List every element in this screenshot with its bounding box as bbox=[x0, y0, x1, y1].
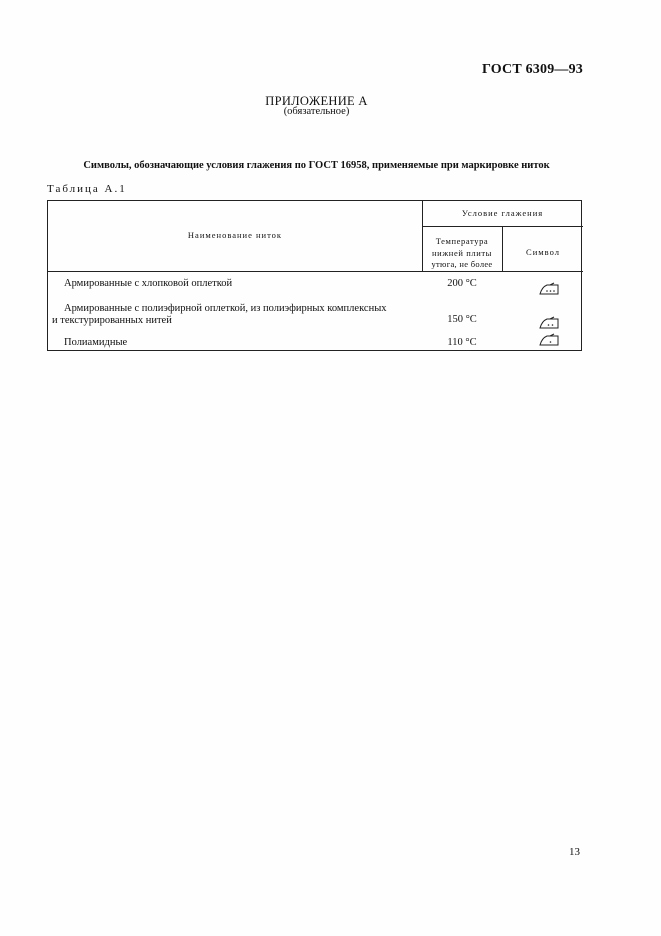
header-thread-name: Наименование ниток bbox=[187, 230, 283, 240]
iron-one-dot-icon bbox=[538, 333, 560, 347]
header-temperature bbox=[422, 236, 502, 271]
row-name: Полиамидные bbox=[64, 337, 128, 348]
header-ironing-conditions: Условие глажения bbox=[461, 208, 544, 218]
header-temperature-line: Температура bbox=[435, 236, 489, 246]
appendix-title: ПРИЛОЖЕНИЕ А bbox=[265, 94, 368, 108]
header-temperature-line: нижней плиты bbox=[432, 247, 492, 258]
iron-three-dots-icon bbox=[538, 282, 560, 296]
table-label: Таблица А.1 bbox=[47, 183, 127, 195]
header-temperature-line: утюга, не более bbox=[431, 259, 493, 269]
page-number: 13 bbox=[569, 846, 580, 858]
header-symbol: Символ bbox=[526, 247, 560, 257]
row-temperature: 150 °С bbox=[447, 314, 477, 325]
row-name: Армированные с полиэфирной оплеткой, из полиэфирных комплексных bbox=[64, 303, 387, 314]
iron-two-dots-icon bbox=[538, 316, 560, 330]
row-temperature: 110 °С bbox=[447, 337, 477, 348]
row-temperature: 200 °С bbox=[447, 278, 477, 289]
table-caption: Символы, обозначающие условия глажения по ГОСТ 16958, применяемые при маркировке ниток bbox=[83, 160, 550, 171]
standard-code: ГОСТ 6309—93 bbox=[482, 62, 583, 77]
row-name-continuation: и текстурированных нитей bbox=[52, 315, 172, 326]
header-bottom-border bbox=[48, 271, 583, 272]
appendix-subtitle: (обязательное) bbox=[283, 106, 350, 117]
ironing-table bbox=[47, 200, 582, 351]
row-name: Армированные с хлопковой оплеткой bbox=[64, 278, 233, 289]
